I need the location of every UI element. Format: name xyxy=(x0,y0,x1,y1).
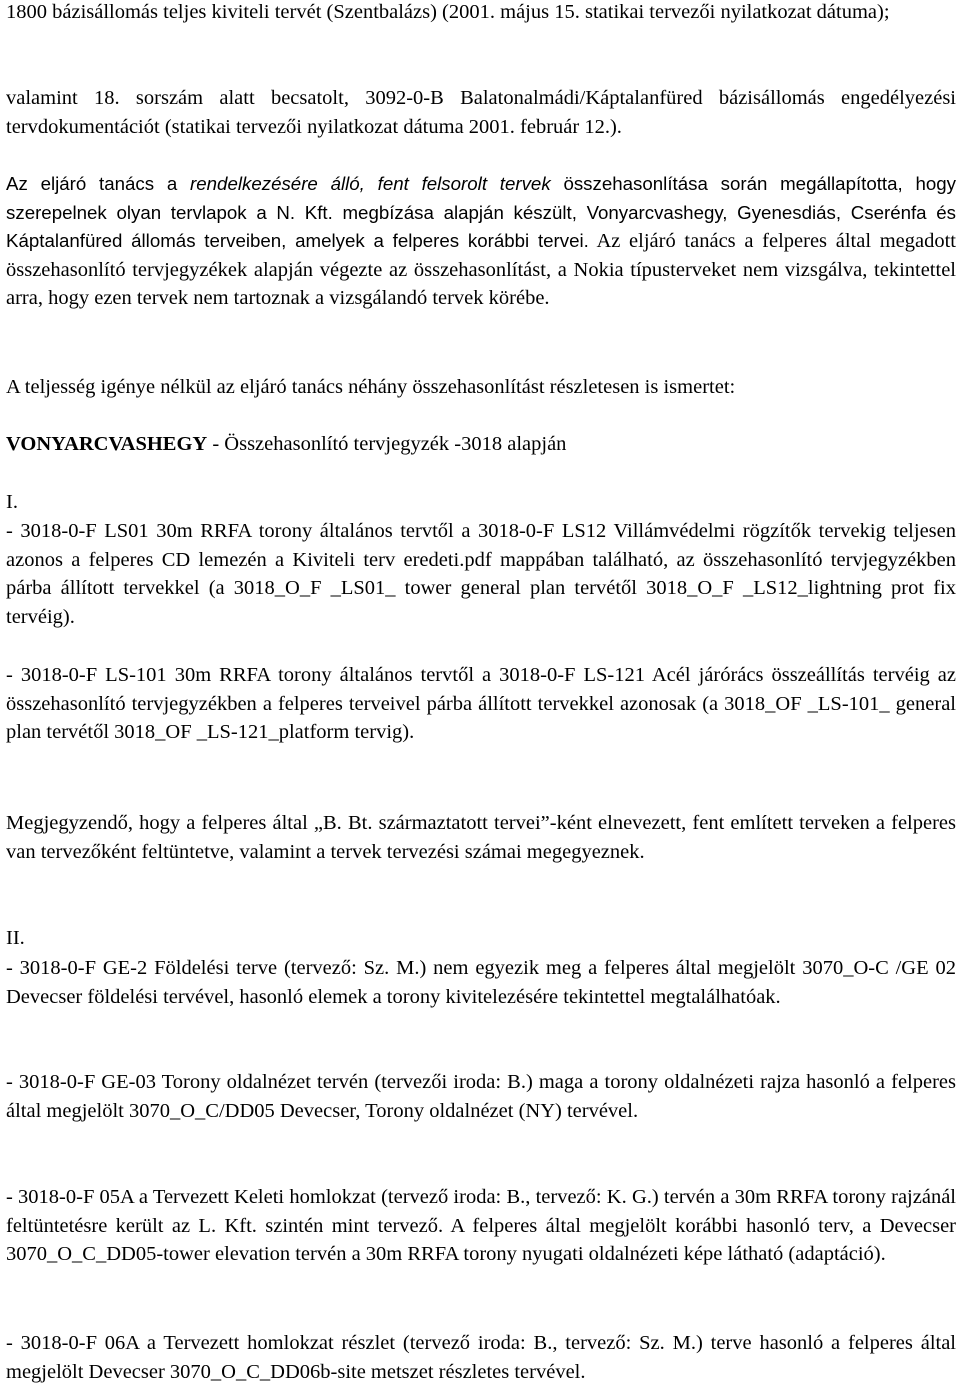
paragraph-3-tail: Az eljáró tanács a felperes által megadott összehasonlító tervjegyzékek alapján végezte az összehasonlítást, a Nokia típusterveket nem vizsgálva, tekintettel arra, hogy ezen tervek nem tartoznak a vizsgálandó tervek körébe. xyxy=(6,230,956,310)
paragraph-5: - 3018-0-F LS01 30m RRFA torony általános tervtől a 3018-0-F LS12 Villámvédelmi rögzítők tervekig teljesen azonos a felperes CD lemezén a Kiviteli terv eredeti.pdf mappában található, az összehasonlító tervjegyzékben párba állított tervekkel (a 3018_O_F _LS01_ tower general plan tervétől 3018_O_F _LS12_lightning prot fix tervéig). xyxy=(6,520,956,628)
paragraph-9: - 3018-0-F GE-03 Torony oldalnézet tervén (tervezői iroda: B.) maga a torony oldalnézeti rajza hasonló a felperes által megjelölt 3070_O_C/DD05 Devecser, Torony oldalnézet (NY) tervével. xyxy=(6,1071,956,1122)
subsection-label-2: II. xyxy=(6,927,25,949)
paragraph-3 xyxy=(6,170,956,313)
paragraph-8: - 3018-0-F GE-2 Földelési terve (tervező: Sz. M.) nem egyezik meg a felperes által megjelölt 3070_O-C /GE 02 Devecser földelési tervével, hasonló elemek a torony kivitelezésére tekintettel megtalálhatóak. xyxy=(6,957,956,1008)
paragraph-3-rest: összehasonlítása során megállapította, hogy szerepelnek olyan tervlapok a N. Kft. megbízása alapján készült, Vonyarcvashegy, Gyenesdiás, Cserénfa és Káptalanfüred állomás terveiben, amelyek a felperes korábbi tervei. xyxy=(6,173,956,252)
paragraph-2: valamint 18. sorszám alatt becsatolt, 3092-0-B Balatonalmádi/Káptalanfüred bázisállomás engedélyezési tervdokumentációt (statikai tervezői nyilatkozat dátuma 2001. február 12.). xyxy=(6,87,956,138)
section-heading xyxy=(6,430,956,459)
paragraph-6: - 3018-0-F LS-101 30m RRFA torony általános tervtől a 3018-0-F LS-121 Acél járórács összeállítás tervéig az összehasonlító tervjegyzékben a felperes terveivel párba állított tervekkel azonosak (a 3018_OF _LS-101_ general plan tervétől 3018_OF _LS-121_platform tervig). xyxy=(6,664,956,744)
subsection-label-1: I. xyxy=(6,491,18,513)
paragraph-1: 1800 bázisállomás teljes kiviteli tervét (Szentbalázs) (2001. május 15. statikai tervezői nyilatkozat dátuma); xyxy=(6,1,890,23)
paragraph-10: - 3018-0-F 05A a Tervezett Keleti homlokzat (tervező iroda: B., tervező: K. G.) tervén a 30m RRFA torony rajzánál feltüntetésre került az L. Kft. szintén mint tervező. A felperes által megjelölt korábbi hasonló terv, a Devecser 3070_O_C_DD05-tower elevation tervén a 30m RRFA torony nyugati oldalnézeti képe látható (adaptáció). xyxy=(6,1186,956,1266)
section-heading-bold: VONYARCVASHEGY xyxy=(6,433,208,455)
paragraph-3-lead: Az eljáró tanács a xyxy=(6,173,191,194)
paragraph-7: Megjegyzendő, hogy a felperes által „B. Bt. származtatott tervei”-ként elnevezett, fent említett terveken a felperes van tervezőként feltüntetve, valamint a tervek tervezési számai megegyeznek. xyxy=(6,812,956,863)
paragraph-11: - 3018-0-F 06A a Tervezett homlokzat részlet (tervező iroda: B., tervező: Sz. M.) terve hasonló a felperes által megjelölt Devecser 3070_O_C_DD06b-site metszet részletes tervével. xyxy=(6,1332,956,1383)
section-heading-rest: - Összehasonlító tervjegyzék -3018 alapján xyxy=(207,433,567,455)
paragraph-3-emphasis: rendelkezésére álló, fent felsorolt tervek xyxy=(190,173,551,194)
paragraph-4: A teljesség igénye nélkül az eljáró tanács néhány összehasonlítást részletesen is ismertet: xyxy=(6,376,736,398)
